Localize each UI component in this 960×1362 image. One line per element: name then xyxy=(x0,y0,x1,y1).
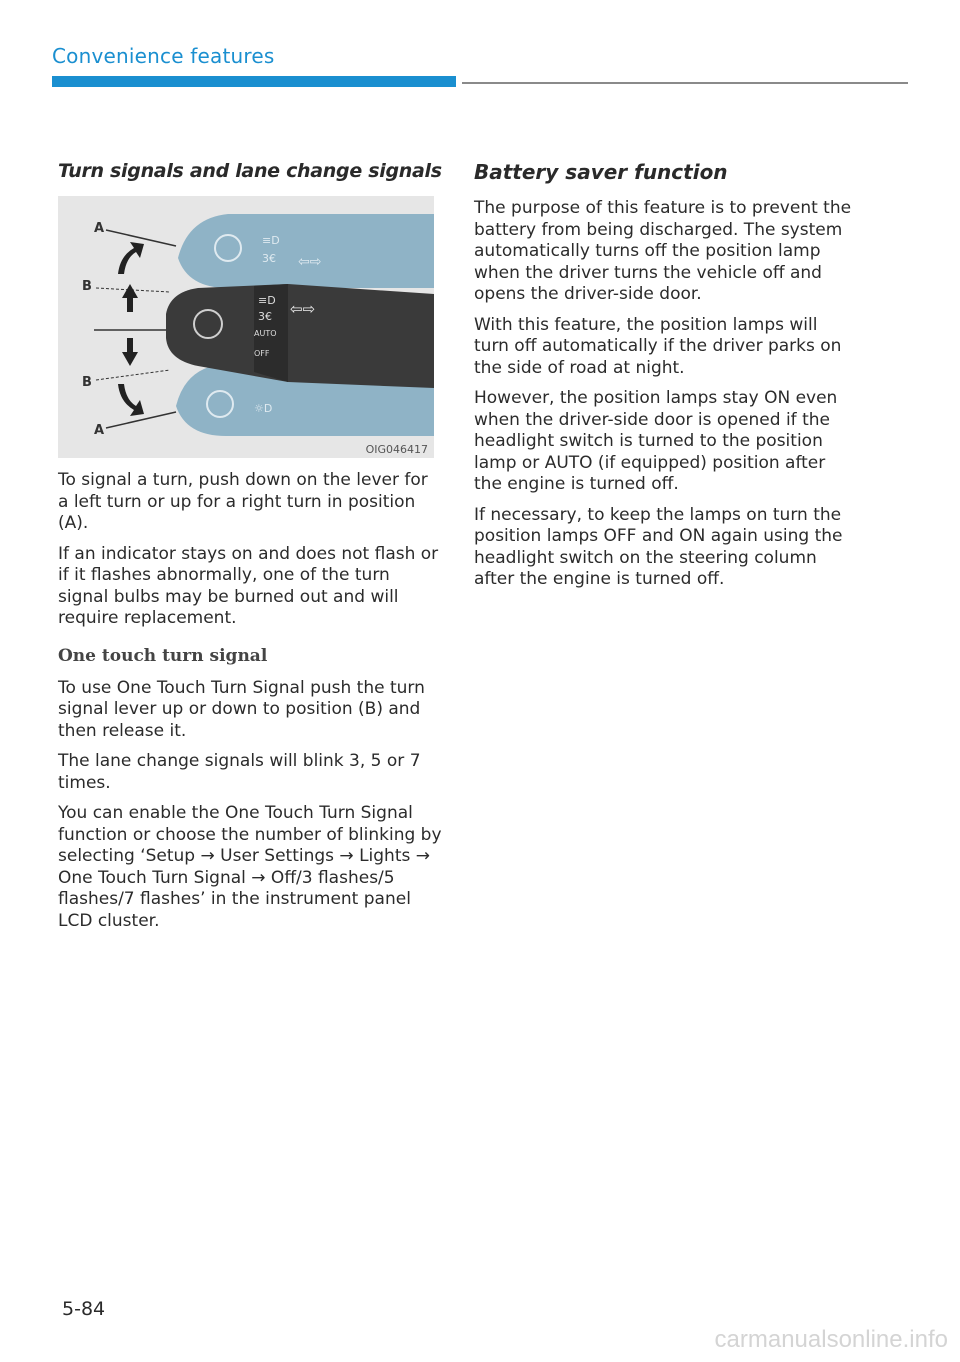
watermark: carmanualsonline.info xyxy=(714,1326,948,1353)
left-column xyxy=(58,160,442,941)
header-rule-accent xyxy=(52,76,456,87)
svg-text:⇦⇨: ⇦⇨ xyxy=(298,254,322,270)
svg-text:3€: 3€ xyxy=(262,252,276,265)
paragraph: The purpose of this feature is to prevent the battery from being discharged. The system automatically turns off the position lamp when the driver turns the vehicle off and opens the driver-side door. xyxy=(474,198,852,304)
paragraph: With this feature, the position lamps will turn off automatically if the driver parks on the side of road at night. xyxy=(474,314,842,378)
paragraph: You can enable the One Touch Turn Signal function or choose the number of blinking by selecting ‘Setup → User Settings → Lights → One Touch Turn Signal → Off/3 flashes/5 flashes/7 flashes’ in the instrument panel LCD cluster. xyxy=(58,803,442,931)
section-heading-battery-saver: Battery saver function xyxy=(474,160,728,184)
svg-text:≡D: ≡D xyxy=(262,234,280,247)
label-a-bottom: A xyxy=(94,423,105,438)
arrow-curved-up-icon xyxy=(118,242,144,274)
figure-code: OIG046417 xyxy=(365,443,428,456)
svg-text:≡D: ≡D xyxy=(258,294,276,307)
right-column xyxy=(474,160,854,600)
page-number: 5-84 xyxy=(62,1298,106,1320)
paragraph: The lane change signals will blink 3, 5 or 7 times. xyxy=(58,751,421,793)
section-heading-turn-signals: Turn signals and lane change signals xyxy=(58,160,442,182)
svg-text:⇦⇨: ⇦⇨ xyxy=(290,300,316,318)
paragraph: To use One Touch Turn Signal push the turn signal lever up or down to position (B) and then release it. xyxy=(58,677,425,741)
arrow-down-icon xyxy=(122,338,138,366)
label-a-top: A xyxy=(94,221,105,236)
arrow-curved-down-icon xyxy=(118,384,144,416)
label-b-bottom: B xyxy=(82,375,92,390)
paragraph: To signal a turn, push down on the lever for a left turn or up for a right turn in position (A). xyxy=(58,470,428,533)
lever-ghost-up xyxy=(178,214,434,288)
lever-illustration xyxy=(58,196,434,458)
svg-text:3€: 3€ xyxy=(258,310,272,323)
subheading-one-touch: One touch turn signal xyxy=(58,645,268,666)
header-rule xyxy=(462,82,908,84)
figure-turn-signal-lever xyxy=(58,196,434,458)
arrow-up-icon xyxy=(122,284,138,312)
label-b-top: B xyxy=(82,279,92,294)
paragraph: However, the position lamps stay ON even when the driver-side door is opened if the headlight switch is turned to the position lamp or AUTO (if equipped) position after the engine is turned off. xyxy=(474,388,838,494)
svg-text:☼D: ☼D xyxy=(254,402,273,415)
paragraph: If an indicator stays on and does not flash or if it flashes abnormally, one of the turn signal bulbs may be burned out and will require replacement. xyxy=(58,543,439,628)
lever-off-label: OFF xyxy=(254,349,270,358)
lever-auto-label: AUTO xyxy=(254,329,277,338)
paragraph: If necessary, to keep the lamps on turn the position lamps OFF and ON again using the headlight switch on the steering column after the engine is turned off. xyxy=(474,504,843,589)
header-title: Convenience features xyxy=(52,44,275,68)
